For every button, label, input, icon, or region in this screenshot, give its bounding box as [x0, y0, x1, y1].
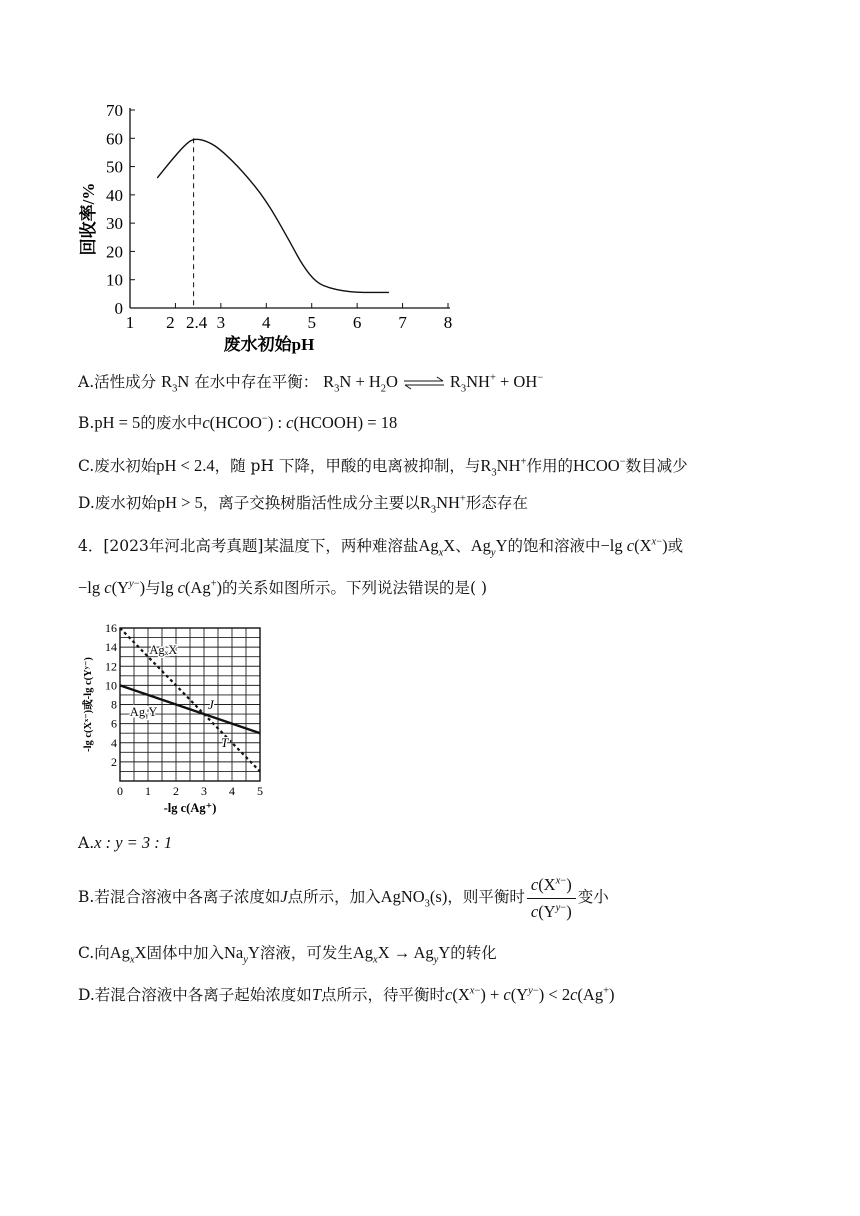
chart1-y-tick-label: 60 — [106, 129, 123, 149]
chart1-x-tick-label: 2 — [166, 313, 175, 332]
chart1-y-tick-label: 30 — [106, 214, 123, 234]
chart2-series-label: AgₓX — [149, 642, 178, 657]
chart1-y-tick-label: 20 — [106, 242, 123, 262]
chart2-x-tick-label: 1 — [145, 784, 151, 798]
q3-option-b: B.pH = 5的废水中c(HCOO−) : c(HCOOH) = 18 — [78, 413, 398, 432]
chart1-y-tick-label: 40 — [106, 185, 123, 205]
chart1-x-tick-label: 3 — [216, 313, 226, 332]
chart1-y-tick-label: 50 — [106, 157, 123, 177]
q4-stem-line1: 4．[2023年河北高考真题]某温度下，两种难溶盐$Ag_xX$、$Ag_yY$的饱和溶液中−lg $c(X^{x-})$或 — [78, 536, 684, 559]
chart1-x-tick-label: 5 — [307, 313, 316, 332]
q4-stem-line2: −lg $c(Y^{y-})$与lg c(Ag+)的关系如图所示。下列说法错误的是( ) — [78, 578, 488, 597]
chart2-y-tick-label: 14 — [105, 640, 117, 655]
chart2-point-label: J — [208, 697, 214, 713]
recovery-rate-chart — [70, 96, 470, 358]
concentration-ratio: $\frac{c(X^{x-})}{c(Y^{y-})}$ — [527, 874, 576, 923]
q4-option-c: C.向$Ag_xX$固体中加入$Na_yY$溶液，可发生$Ag_xX \to Ag_yY$的转化 — [78, 943, 497, 966]
chart2-y-tick-label: 8 — [111, 697, 117, 712]
chart1-y-axis-label: 回收率/% — [79, 182, 98, 256]
chart1-y-tick-label: 0 — [114, 299, 123, 318]
q4-option-b: B.若混合溶液中各离子浓度如J点所示，加入AgNO$_3$(s)，则平衡时 $\frac{c(X^{x-})}{c(Y^{y-})}$ 变小 — [78, 874, 609, 921]
chart2-y-tick-label: 12 — [105, 659, 117, 674]
chart1-series-line — [157, 139, 389, 292]
chart2-x-axis-label: -lg c(Ag⁺) — [163, 801, 217, 815]
q3-option-a: A.活性成分 $R_3N$ 在水中存在平衡： $R_3N + H_2O$ $R_3NH^+ + OH^-$ — [78, 372, 544, 395]
chart2-y-ticks — [105, 621, 117, 769]
chart2-y-tick-label: 6 — [111, 716, 117, 731]
chart2-x-tick-label: 0 — [117, 784, 123, 798]
chart1-axes — [130, 108, 450, 308]
chart2-series-label: AgᵧY — [129, 704, 158, 719]
chart1-x-tick-label: 8 — [443, 313, 453, 332]
chart1-series — [157, 138, 389, 308]
q3-option-d: D.废水初始pH > 5，离子交换树脂活性成分主要以$R_3NH^+$形态存在 — [78, 493, 528, 516]
q3-option-c: C.废水初始pH < 2.4，随 pH 下降，甲酸的电离被抑制，与$R_3NH^+$作用的HCOO−数目减少 — [78, 456, 688, 479]
chart1-x-tick-label: 1 — [125, 313, 135, 332]
chart1-y-tick-label: 70 — [106, 101, 123, 120]
chart2-y-tick-label: 10 — [105, 678, 117, 693]
chart2-x-tick-label: 5 — [257, 784, 263, 798]
chart1-x-tick-label: 2.4 — [185, 313, 208, 332]
chart2-y-tick-label: 4 — [111, 735, 117, 750]
chart1-x-tick-label: 7 — [398, 313, 407, 332]
chart2-x-tick-label: 3 — [201, 784, 207, 798]
q4-option-d: D.若混合溶液中各离子起始浓度如T点所示，待平衡时$c(X^{x-}) + c(Y^{y-}) < 2c(Ag^+)$ — [78, 985, 615, 1004]
chart1-y-tick-label: 10 — [106, 270, 123, 290]
chart2-x-tick-label: 4 — [229, 784, 235, 798]
chart2-y-tick-label: 2 — [111, 754, 117, 769]
q4-option-a: A.x : y = 3 : 1 — [78, 833, 173, 852]
chart1-x-tick-label: 6 — [352, 313, 362, 332]
chart1-x-tick-label: 4 — [262, 313, 271, 332]
chart2-x-ticks — [117, 784, 263, 798]
chart1-x-axis-label: 废水初始pH — [223, 335, 315, 354]
chart2-x-tick-label: 2 — [173, 784, 179, 798]
equilibrium-arrow-icon — [403, 376, 445, 390]
chart2-point-label: T — [221, 734, 229, 750]
chart2-y-tick-label: 16 — [105, 621, 117, 635]
chart2-y-axis-label: -lg c(Xˣ⁻)或-lg c(Yʸ⁻) — [83, 657, 94, 752]
solubility-chart — [80, 618, 280, 818]
